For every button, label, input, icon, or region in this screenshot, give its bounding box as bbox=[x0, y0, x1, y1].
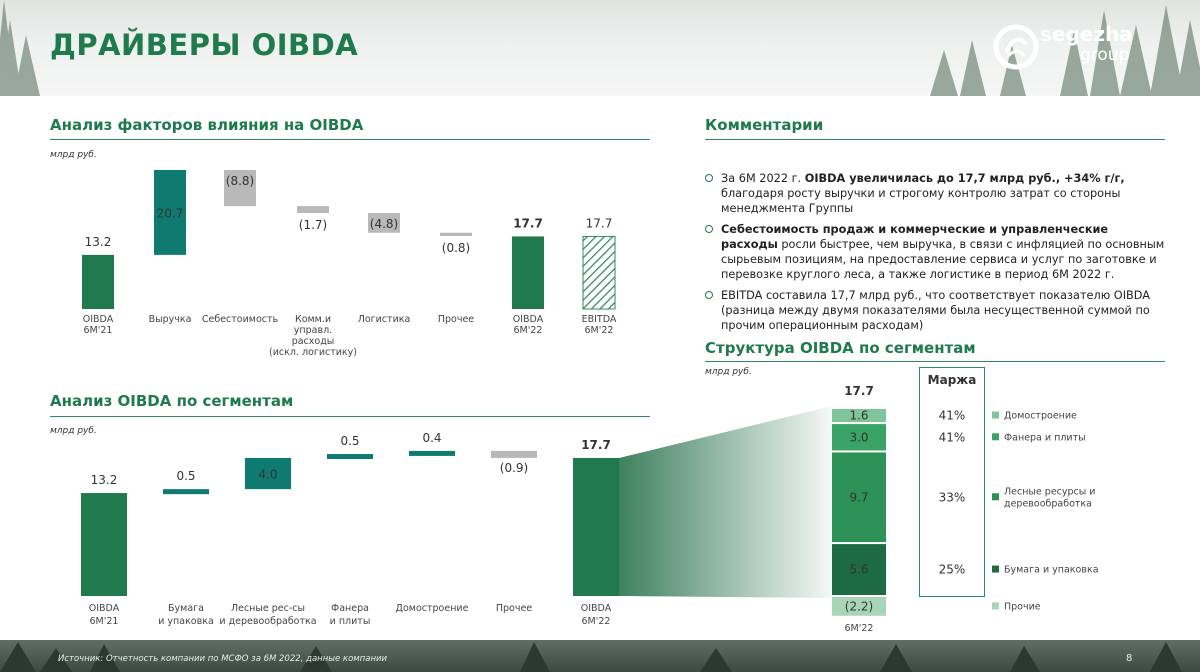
factor-category-label: Логистика bbox=[357, 314, 411, 325]
legend-label: Прочие bbox=[1004, 601, 1041, 613]
factors-unit: млрд руб. bbox=[50, 150, 97, 160]
segment-value-label: (0.9) bbox=[499, 460, 529, 475]
stack-value-label: 3.0 bbox=[849, 430, 869, 445]
stack-value-label: 5.6 bbox=[849, 562, 869, 577]
margin-header: Маржа bbox=[927, 373, 977, 387]
legend-swatch bbox=[992, 433, 999, 440]
stack-total-label: 17.7 bbox=[844, 384, 874, 398]
footer-source: Источник: Отчетность компании по МСФО за 6М 2022, данные компании bbox=[58, 654, 388, 664]
segment-category-label: Домостроение bbox=[395, 603, 469, 614]
factor-value-label: 17.7 bbox=[513, 216, 543, 231]
segments-unit: млрд руб. bbox=[50, 426, 97, 436]
legend-swatch bbox=[992, 566, 999, 573]
factor-value-label: 13.2 bbox=[84, 234, 112, 249]
segment-category-label: 6М'22 bbox=[581, 616, 611, 627]
segment-category-label: Фанера bbox=[331, 603, 369, 614]
legend-label: деревообработка bbox=[1004, 498, 1092, 510]
factor-bar bbox=[512, 236, 544, 309]
segment-category-label: Лесные рес-сы bbox=[230, 603, 306, 614]
factor-bar bbox=[297, 206, 329, 213]
factor-category-label: (искл. логистику) bbox=[268, 347, 358, 358]
factor-bar bbox=[82, 255, 114, 309]
comment-3-pre: EBITDA составила 17,7 млрд руб., что соответствует показателю OIBDA (разница между двумя показателями была несущественной суммой по прочим операционным расходам) bbox=[721, 289, 1151, 332]
factors-title: Анализ факторов влияния на OIBDA bbox=[50, 116, 364, 134]
logo-name: segezha bbox=[1040, 22, 1133, 46]
segment-bar bbox=[491, 451, 537, 458]
segment-category-label: OIBDA bbox=[580, 603, 612, 614]
factor-category-label: Комм.и bbox=[294, 314, 332, 325]
margin-value: 25% bbox=[938, 562, 966, 577]
segment-value-label: 0.5 bbox=[340, 434, 360, 449]
segment-value-label: 4.0 bbox=[258, 467, 278, 482]
factor-category-label: Себестоимость bbox=[201, 314, 279, 325]
factor-value-label: (4.8) bbox=[369, 217, 399, 232]
segment-category-label: и плиты bbox=[329, 616, 371, 627]
segment-value-label: 17.7 bbox=[581, 437, 611, 452]
legend-label: Фанера и плиты bbox=[1004, 432, 1086, 444]
margin-value: 41% bbox=[938, 408, 966, 423]
structure-title: Структура OIBDA по сегментам bbox=[705, 339, 976, 357]
segment-bar bbox=[81, 493, 127, 596]
funnel-connector bbox=[619, 406, 832, 598]
factor-bar bbox=[583, 236, 615, 309]
factor-category-label: 6М'22 bbox=[513, 325, 543, 336]
factor-value-label: 17.7 bbox=[585, 216, 613, 231]
factor-category-label: OIBDA bbox=[82, 314, 114, 325]
segment-bar bbox=[409, 451, 455, 456]
margin-value: 33% bbox=[938, 490, 966, 505]
legend-swatch bbox=[992, 493, 999, 500]
stack-value-label: (2.2) bbox=[844, 599, 874, 614]
factor-category-label: управл. bbox=[293, 325, 333, 336]
comment-1-pre: За 6М 2022 г. bbox=[721, 172, 805, 185]
factor-value-label: (8.8) bbox=[225, 174, 255, 189]
factor-category-label: 6М'21 bbox=[83, 325, 113, 336]
margin-value: 41% bbox=[938, 430, 966, 445]
factor-value-label: (1.7) bbox=[298, 218, 328, 233]
segment-category-label: OIBDA bbox=[88, 603, 120, 614]
comment-1-post: благодаря росту выручки и строгому контролю затрат со стороны менеджмента Группы bbox=[721, 187, 1121, 215]
segment-category-label: 6М'21 bbox=[89, 616, 119, 627]
comment-2-post: росли быстрее, чем выручка, в связи с инфляцией по основным сырьевым позициям, на предоставление сервиса и услуг по заготовке и перевозке круглого леса, а также логистике в период 6М 2022 г. bbox=[721, 238, 1165, 281]
factor-bar bbox=[440, 233, 472, 236]
structure-unit: млрд руб. bbox=[705, 367, 752, 377]
legend-label: Бумага и упаковка bbox=[1004, 564, 1099, 576]
stack-category-label: 6М'22 bbox=[844, 623, 874, 634]
legend-label: Домостроение bbox=[1004, 410, 1077, 422]
factor-category-label: OIBDA bbox=[512, 314, 544, 325]
segment-bar bbox=[163, 489, 209, 494]
factor-category-label: EBITDA bbox=[581, 314, 617, 325]
factor-category-label: Выручка bbox=[148, 314, 192, 325]
segment-category-label: и упаковка bbox=[158, 616, 214, 627]
factor-value-label: (0.8) bbox=[441, 241, 471, 256]
factor-value-label: 20.7 bbox=[156, 206, 184, 221]
segment-value-label: 0.4 bbox=[422, 430, 442, 445]
segment-bar bbox=[573, 458, 619, 596]
comments-title: Комментарии bbox=[705, 116, 824, 134]
legend-swatch bbox=[992, 602, 999, 609]
segment-value-label: 0.5 bbox=[176, 469, 196, 484]
comment-2-bold: Себестоимость продаж и коммерческие и управленческие расходы bbox=[721, 223, 1109, 251]
comment-1-bold: OIBDA увеличилась до 17,7 млрд руб., +34% г/г, bbox=[804, 172, 1125, 185]
page-title: ДРАЙВЕРЫ OIBDA bbox=[50, 28, 359, 62]
segment-category-label: Бумага bbox=[168, 603, 204, 614]
stack-value-label: 9.7 bbox=[849, 490, 869, 505]
legend-swatch bbox=[992, 412, 999, 419]
segment-category-label: и деревообработка bbox=[219, 616, 317, 627]
segment-category-label: Прочее bbox=[495, 603, 533, 614]
page-number: 8 bbox=[1126, 653, 1133, 664]
logo-sub: group bbox=[1080, 45, 1130, 65]
legend-label: Лесные ресурсы и bbox=[1004, 486, 1096, 498]
segment-bar bbox=[327, 454, 373, 459]
factor-category-label: 6М'22 bbox=[584, 325, 614, 336]
factor-category-label: Прочее bbox=[437, 314, 475, 325]
segment-value-label: 13.2 bbox=[90, 473, 118, 488]
segments-title: Анализ OIBDA по сегментам bbox=[50, 392, 294, 410]
factor-category-label: расходы bbox=[291, 336, 335, 347]
stack-value-label: 1.6 bbox=[849, 408, 869, 423]
